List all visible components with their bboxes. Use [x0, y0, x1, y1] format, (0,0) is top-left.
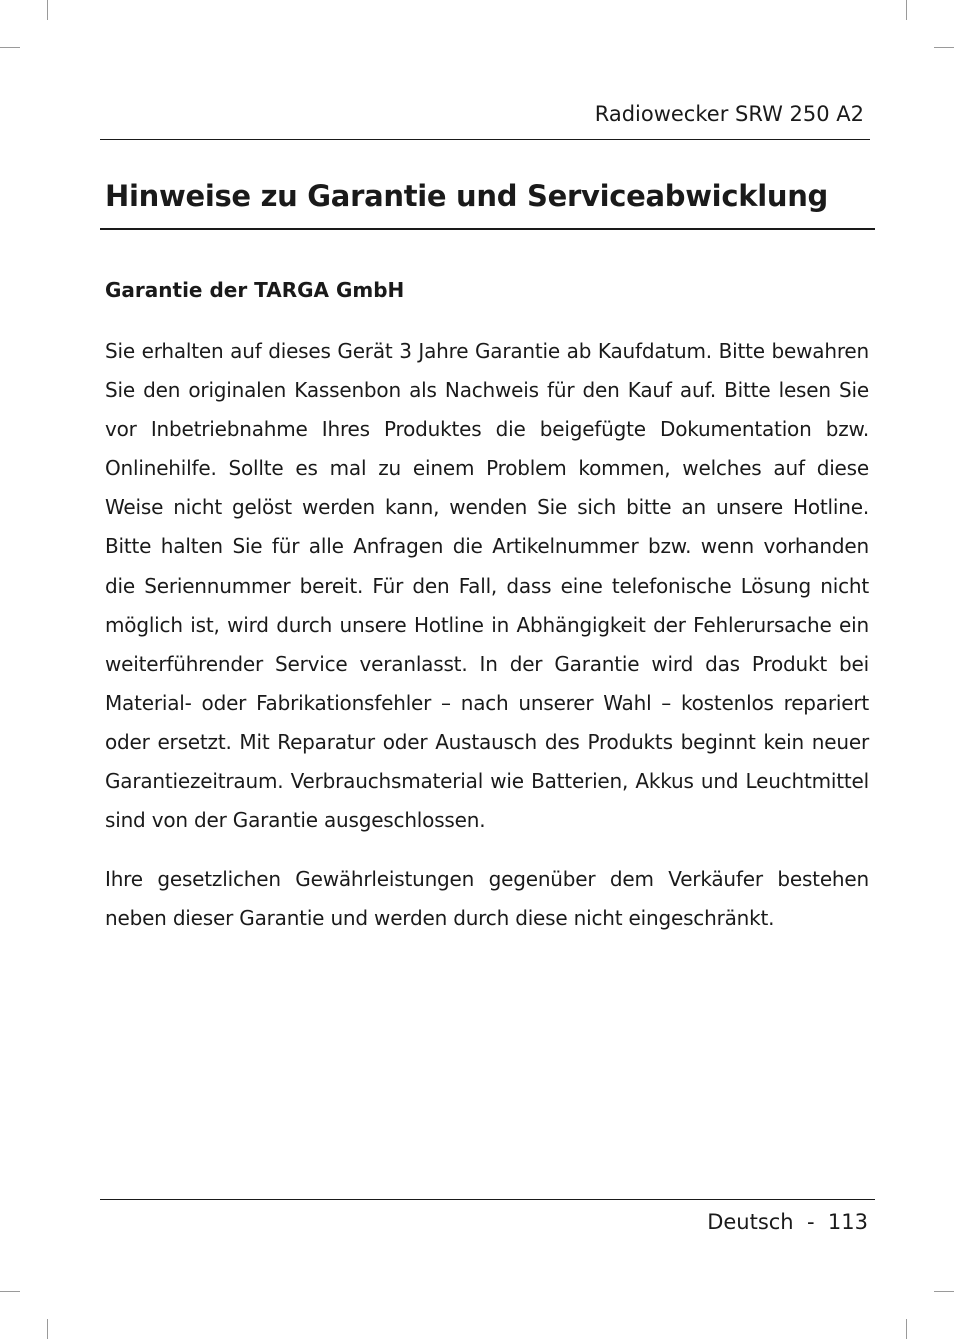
- crop-mark: [47, 0, 48, 20]
- running-header: Radiowecker SRW 250 A2: [594, 102, 864, 126]
- section-body: [105, 274, 869, 938]
- footer-language: Deutsch: [707, 1210, 794, 1234]
- crop-mark: [934, 47, 954, 48]
- title-rule: [100, 228, 875, 230]
- paragraph: Ihre gesetzlichen Gewährleistungen gegenüber dem Verkäufer bestehen neben dieser Garantie und werden durch diese nicht eingeschränkt.: [105, 867, 869, 931]
- crop-mark: [906, 0, 907, 20]
- footer-separator: -: [793, 1210, 828, 1234]
- header-rule: [100, 139, 870, 140]
- crop-mark: [0, 47, 20, 48]
- crop-mark: [906, 1319, 907, 1339]
- paragraph: Sie erhalten auf dieses Gerät 3 Jahre Garantie ab Kaufdatum. Bitte bewahren Sie den originalen Kassenbon als Nachweis für den Kauf auf. Bitte lesen Sie vor Inbetriebnahme Ihres Produktes die beigefügte Dokumentation bzw. Onlinehilfe. Sollte es mal zu einem Problem kommen, welches auf diese Weise nicht gelöst werden kann, wenden Sie sich bitte an unsere Hotline. Bitte halten Sie für alle Anfragen die Artikelnummer bzw. wenn vorhanden die Seriennummer bereit. Für den Fall, dass eine telefonische Lösung nicht möglich ist, wird durch unsere Hotline in Abhängigkeit der Fehlerursache ein weiterführender Service veranlasst. In der Garantie wird das Produkt bei Material- oder Fabrikationsfehler – nach unserer Wahl – kostenlos repariert oder ersetzt. Mit Reparatur oder Austausch des Produkts beginnt kein neuer Garantiezeitraum. Verbrauchsmaterial wie Batterien, Akkus und Leuchtmittel sind von der Garantie ausgeschlossen.: [105, 339, 869, 833]
- crop-mark: [47, 1319, 48, 1339]
- crop-mark: [934, 1291, 954, 1292]
- section-title: Hinweise zu Garantie und Serviceabwicklung: [105, 179, 828, 213]
- footer-rule: [100, 1199, 875, 1200]
- page-footer: [707, 1208, 868, 1236]
- subheading: Garantie der TARGA GmbH: [105, 278, 405, 302]
- crop-mark: [0, 1291, 20, 1292]
- page-number: 113: [827, 1210, 868, 1234]
